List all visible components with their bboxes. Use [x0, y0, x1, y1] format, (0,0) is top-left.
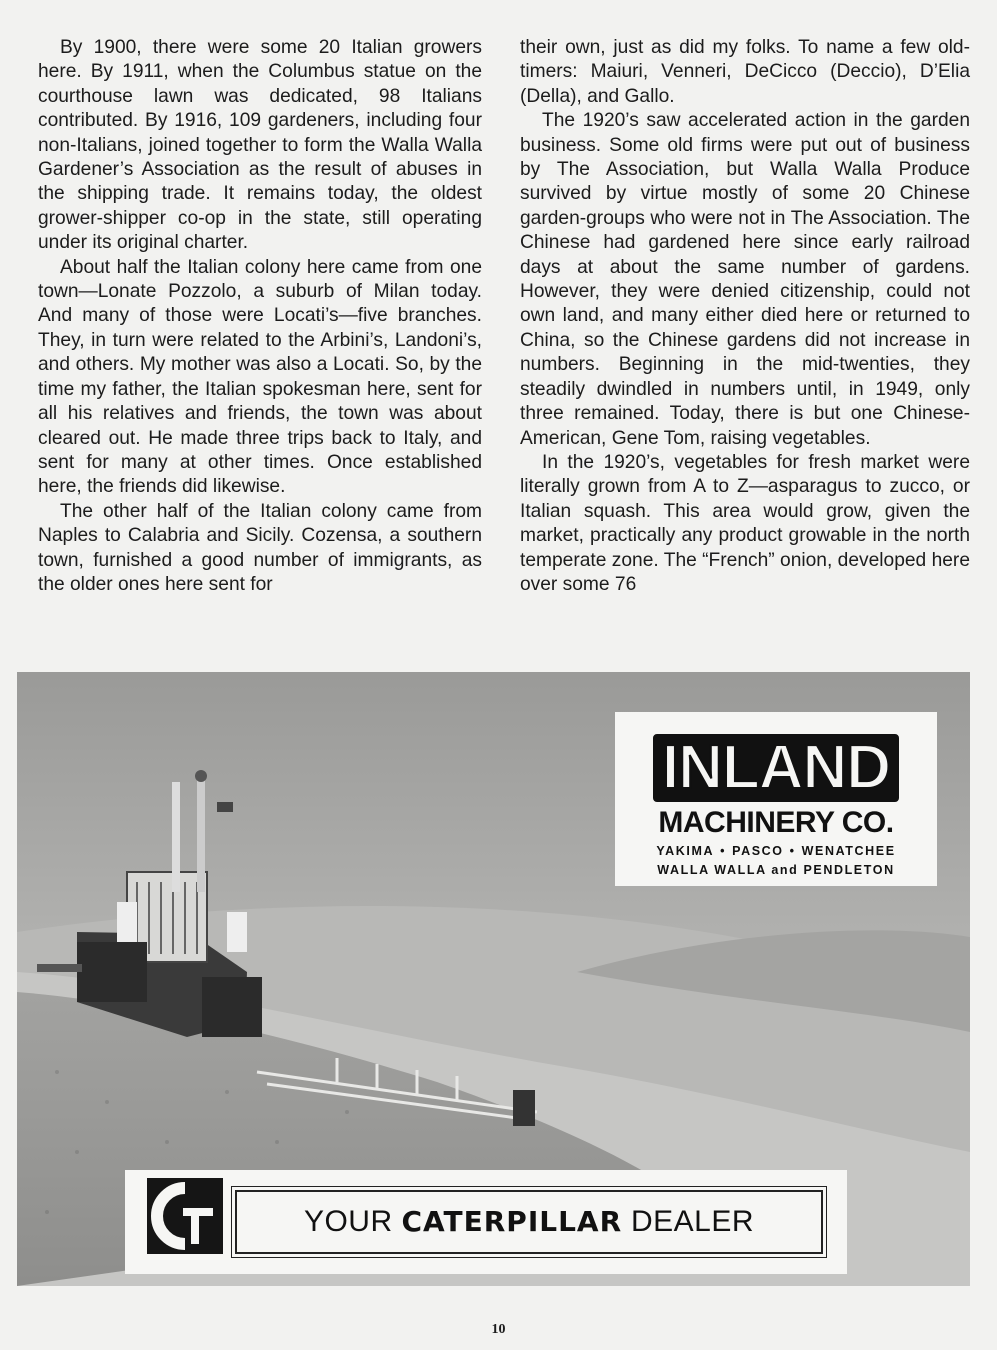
paragraph: The other half of the Italian colony came from Naples to Calabria and Sicily. Cozensa, a southern town, furnished a good number of immigrants, as the older ones here sent for — [38, 500, 482, 595]
article-right-column — [520, 36, 970, 597]
city: WENATCHEE — [801, 844, 896, 858]
article-left-column — [38, 36, 482, 597]
page-number: 10 — [491, 1322, 506, 1337]
paragraph: About half the Italian colony here came from one town—Lonate Pozzolo, a suburb of Milan today. And many of those were Locati’s—five branches. They, in turn were related to the Arbini’s, Landoni’s, and others. My mother was also a Locati. So, by the time my father, the Italian spokesman here, sent for all his relatives and friends, the town was about cleared out. He made three trips back to Italy, and sent for many at other times. Once established here, the friends did likewise. — [38, 256, 482, 498]
tagline-dealer: DEALER — [631, 1205, 755, 1238]
tagline-your: YOUR — [303, 1205, 393, 1238]
paragraph: By 1900, there were some 20 Italian growers here. By 1911, when the Columbus statue on the courthouse lawn was dedicated, 98 Italians contributed. By 1916, 109 gardeners, including four non-Italians, joined together to form the Walla Walla Gardener’s Association as the result of abuses in the shipping trade. It remains today, the oldest grower-shipper co-op in the state, still operating under its original charter. — [38, 37, 482, 254]
cities-line-1 — [615, 844, 937, 859]
cities-line-2: WALLA WALLA and PENDLETON — [657, 863, 895, 877]
caterpillar-advertisement — [17, 672, 970, 1286]
dealer-tagline — [237, 1204, 821, 1240]
paragraph: their own, just as did my folks. To name a few old-timers: Maiuri, Venneri, DeCicco (Deccio), D’Elia (Della), and Gallo. — [520, 37, 970, 107]
paragraph: In the 1920’s, vegetables for fresh market were literally grown from A to Z—asparagus to zucco, or Italian squash. This area would grow, given the market, practically any product growable in the north temperate zone. The “French” onion, developed here over some 76 — [520, 451, 970, 595]
company-logo: INLAND — [653, 734, 899, 802]
dealer-frame — [235, 1190, 823, 1254]
bullet-icon: • — [720, 844, 727, 858]
city: PASCO — [732, 844, 784, 858]
inland-logo-box — [615, 712, 937, 886]
company-subtitle: MACHINERY CO. — [658, 806, 894, 839]
bullet-icon: • — [789, 844, 796, 858]
paragraph: The 1920’s saw accelerated action in the garden business. Some old firms were put out of business by The Association, but Walla Walla Produce survived by virtue mostly of some 20 Chinese garden-groups who were not in The Association. The Chinese had gardened here since early railroad days at about the same number of gardens. However, they were denied citizenship, could not own land, and many either died here or returned to China, so the Chinese gardens did not increase in numbers. Beginning in the mid-twenties, they steadily dwindled in numbers until, in 1949, only three remained. Today, there is but one Chinese-American, Gene Tom, raising vegetables. — [520, 110, 970, 449]
tagline-brand: CATERPILLAR — [401, 1205, 623, 1238]
caterpillar-dealer-banner — [125, 1170, 847, 1274]
city: YAKIMA — [656, 844, 715, 858]
caterpillar-logo-icon — [147, 1178, 223, 1254]
